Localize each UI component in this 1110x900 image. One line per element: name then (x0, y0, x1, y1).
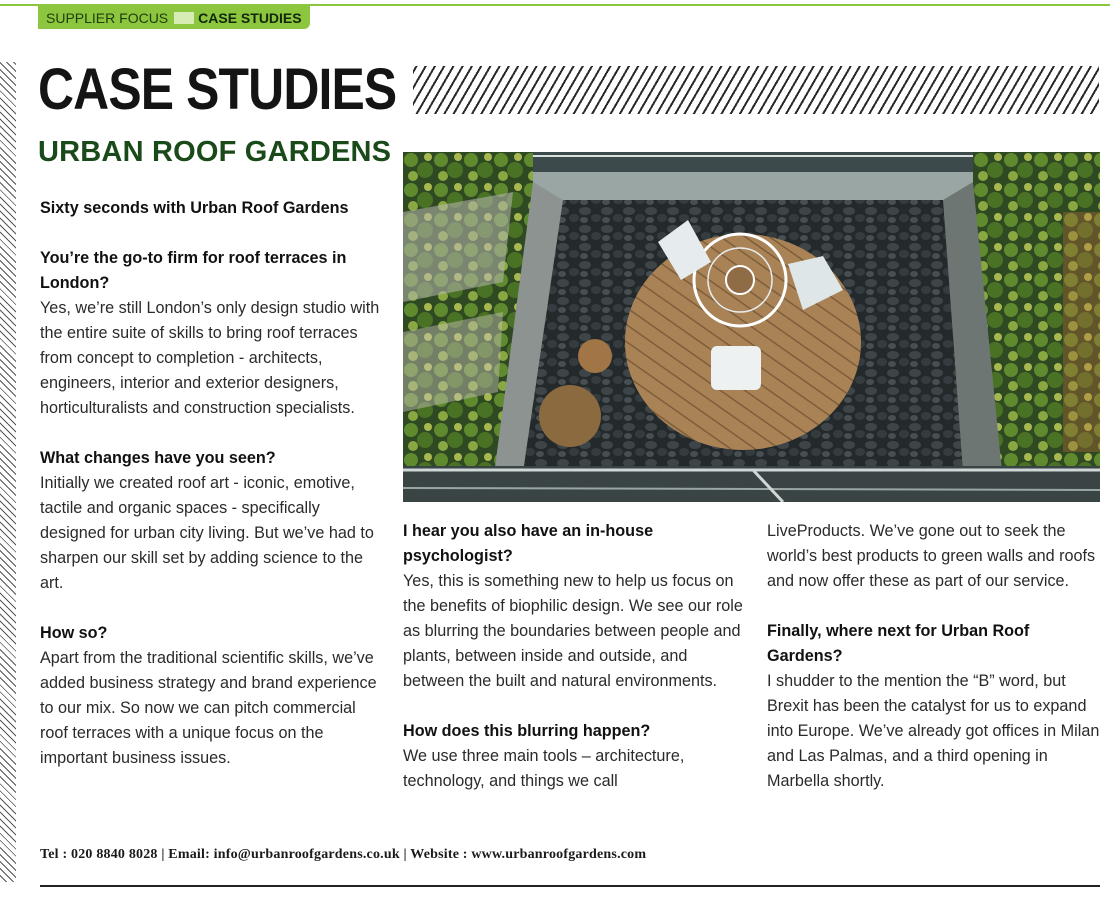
answer-6: I shudder to the mention the “B” word, but Brexit has been the catalyst for us to expand into Europe. We’ve already got offices in Milan and Las Palmas, and a third opening in Marbella shortly. (767, 672, 1100, 790)
question-6: Finally, where next for Urban Roof Gardens? (767, 622, 1030, 665)
answer-1: Yes, we’re still London’s only design studio with the entire suite of skills to bring roof terraces from concept to completion - architects, engineers, interior and exterior designers, horticulturalists and construction specialists. (40, 299, 380, 417)
roof-terrace-photo (403, 152, 1100, 502)
contact-line: Tel : 020 8840 8028 | Email: info@urbanroofgardens.co.uk | Website : www.urbanroofgardens.com (40, 847, 647, 862)
tag-separator-square (174, 12, 194, 24)
left-hatch-strip (0, 62, 16, 882)
answer-5: We use three main tools – architecture, technology, and things we call (403, 747, 685, 790)
question-5: How does this blurring happen? (403, 722, 651, 740)
text-column-3 (767, 519, 1102, 794)
answer-4: Yes, this is something new to help us focus on the benefits of biophilic design. We see our role as blurring the boundaries between people and plants, between inside and outside, and between the built and natural environments. (403, 572, 743, 690)
section-label: SUPPLIER FOCUS (46, 9, 169, 26)
question-2: What changes have you seen? (40, 449, 276, 467)
section-tag (38, 6, 310, 29)
text-column-2 (403, 519, 748, 794)
photo-illustration (403, 152, 1100, 502)
text-column-1 (40, 196, 385, 771)
question-1: You’re the go-to firm for roof terraces in London? (40, 249, 347, 292)
question-3: How so? (40, 624, 108, 642)
bottom-rule (40, 885, 1100, 887)
answer-5-continued: LiveProducts. We’ve gone out to seek the world’s best products to green walls and roofs and now offer these as part of our service. (767, 522, 1096, 590)
answer-2: Initially we created roof art - iconic, emotive, tactile and organic spaces - specifically designed for urban city living. But we’ve had to sharpen our skill set by adding science to the art. (40, 474, 374, 592)
question-4: I hear you also have an in-house psychologist? (403, 522, 654, 565)
intro-heading: Sixty seconds with Urban Roof Gardens (40, 199, 349, 217)
category-label: CASE STUDIES (198, 9, 302, 26)
title-hatch-decoration (413, 66, 1099, 114)
article-subtitle: URBAN ROOF GARDENS (38, 136, 392, 168)
answer-3: Apart from the traditional scientific skills, we’ve added business strategy and brand experience to our mix. So now we can pitch commercial roof terraces with a unique focus on the important business issues. (40, 649, 377, 767)
page-title: CASE STUDIES (38, 57, 397, 122)
